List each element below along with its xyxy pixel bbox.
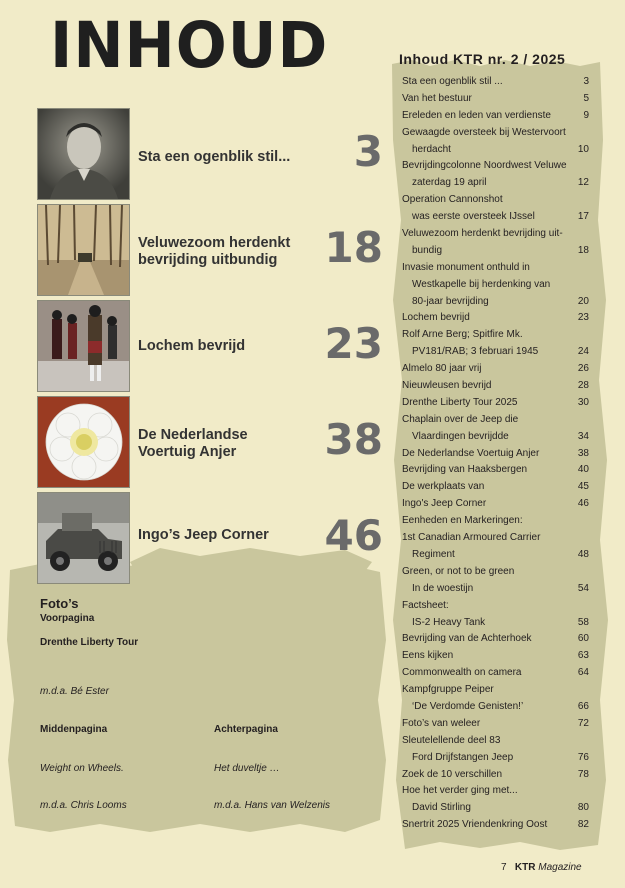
middle-page-label: Middenpagina (40, 724, 108, 735)
page-title: INHOUD (50, 9, 329, 83)
toc-entry-page: 54 (577, 582, 589, 594)
toc-entry[interactable] (402, 243, 589, 260)
toc-entry-title: PV181/RAB; 3 februari 1945 (412, 346, 539, 358)
toc-entry-title: Westkapelle bij herdenking van (412, 278, 551, 290)
toc-entry-title: Bevrijdingcolonne Noordwest Veluwe (402, 160, 567, 172)
toc-entry (402, 733, 589, 750)
feature-title: Ingo’s Jeep Corner (138, 527, 269, 543)
feature-page-number: 18 (324, 223, 383, 272)
toc-entry-title: Veluwezoom herdenkt bevrijding uit- (402, 228, 563, 240)
portrait-photo (38, 109, 129, 199)
toc-entry (402, 327, 589, 344)
toc-entry-page: 17 (577, 211, 589, 223)
toc-entry[interactable] (402, 665, 589, 682)
toc-entry-title: 1st Canadian Armoured Carrier (402, 532, 541, 544)
toc-entry[interactable] (402, 446, 589, 463)
back-page-credit: m.d.a. Hans van Welzenis (214, 800, 330, 811)
toc-entry-page (569, 513, 589, 530)
toc-entry[interactable] (402, 74, 589, 91)
toc-entry-page (569, 598, 589, 615)
toc-entry[interactable] (402, 175, 589, 192)
toc-entry-title: Hoe het verder ging met... (402, 785, 518, 797)
toc-entry-title: David Stirling (412, 802, 471, 814)
toc-entry-title: Eens kijken (402, 650, 454, 662)
toc-entry-page: 78 (577, 768, 589, 780)
toc-entry (402, 192, 589, 209)
toc-entry-page: 5 (583, 92, 589, 104)
feature-item[interactable] (38, 109, 383, 201)
toc-entry[interactable] (402, 294, 589, 311)
toc-entry-title: bundig (412, 244, 443, 256)
feature-item[interactable] (38, 301, 383, 393)
toc-entry-page (569, 564, 589, 581)
toc-entry-page (569, 158, 589, 175)
toc-entry-title: Ereleden en leden van verdienste (402, 109, 551, 121)
white-flower-pin-photo (38, 397, 129, 487)
feature-page-number: 38 (324, 415, 383, 464)
footer-magazine: Magazine (538, 862, 582, 873)
toc-entry-title: zaterdag 19 april (412, 177, 487, 189)
page-footer (501, 862, 582, 873)
toc-entry-page: 20 (577, 295, 589, 307)
toc-entry[interactable] (402, 378, 589, 395)
toc-entry-title: Vlaardingen bevrijdde (412, 430, 509, 442)
toc-entry-title: Foto’s van weleer (402, 717, 481, 729)
toc-entry-title: Chaplain over de Jeep die (402, 413, 519, 425)
toc-entry-page (569, 412, 589, 429)
toc-entry-title: Rolf Arne Berg; Spitfire Mk. (402, 329, 523, 341)
toc-entry-page: 72 (577, 717, 589, 729)
toc-entry (402, 564, 589, 581)
toc-entry-title: Zoek de 10 verschillen (402, 768, 503, 780)
feature-title: Veluwezoom herdenkt bevrijding uitbundig (138, 235, 291, 268)
toc-entry-page: 58 (577, 616, 589, 628)
toc-entry-page: 28 (577, 380, 589, 392)
toc-entry-title: Ingo's Jeep Corner (402, 498, 487, 510)
footer-brand: KTR (514, 862, 536, 873)
toc-entry-page: 23 (577, 312, 589, 324)
toc-entry[interactable] (402, 209, 589, 226)
toc-entry-title: IS-2 Heavy Tank (412, 616, 486, 628)
toc-entry[interactable] (402, 91, 589, 108)
toc-title: Inhoud KTR nr. 2 / 2025 (399, 51, 566, 67)
middle-page-credit: m.d.a. Chris Looms (40, 800, 127, 811)
toc-entry-title: Sleutelellende deel 83 (402, 734, 501, 746)
toc-entry (402, 412, 589, 429)
toc-entry (402, 125, 589, 142)
feature-item[interactable] (38, 397, 383, 489)
toc-entry-page (569, 192, 589, 209)
feature-page-number: 23 (324, 319, 383, 368)
back-page-title: Het duveltje … (214, 763, 280, 774)
toc-entry[interactable] (402, 800, 589, 817)
feature-page-number: 46 (324, 511, 383, 560)
toc-entry-title: De werkplaats van (402, 481, 485, 493)
toc-entry-title: Regiment (412, 548, 455, 560)
toc-entry[interactable] (402, 462, 589, 479)
forest-jeep-photo (38, 205, 129, 295)
toc-entry-title: Nieuwleusen bevrijd (402, 380, 492, 392)
feature-title: Lochem bevrijd (138, 338, 246, 354)
toc-entry-page: 3 (583, 76, 589, 87)
toc-entry-page: 26 (577, 363, 589, 375)
toc-entry-title: Almelo 80 jaar vrij (402, 363, 482, 375)
toc-entry-title: Ford Drijfstangen Jeep (412, 751, 514, 763)
toc-entry-page (569, 226, 589, 243)
bagpipers-photo (38, 301, 129, 391)
feature-item[interactable] (38, 493, 383, 585)
toc-entry-page (569, 260, 589, 277)
toc-entry (402, 158, 589, 175)
toc-entry-page (569, 682, 589, 699)
toc-entry-title: Green, or not to be green (402, 565, 515, 577)
toc-entry[interactable] (402, 581, 589, 598)
toc-entry-title: Bevrijding van Haaksbergen (402, 464, 528, 476)
feature-page-number: 3 (353, 127, 383, 176)
toc-entry-title: Commonwealth on camera (402, 667, 522, 679)
toc-entry-title: Sta een ogenblik stil ... (402, 76, 503, 87)
toc-entry-title: Factsheet: (402, 599, 449, 611)
toc-entry-page: 64 (577, 667, 589, 679)
front-page-label: Voorpagina (40, 613, 95, 624)
toc-entry[interactable] (402, 615, 589, 632)
toc-entry-page: 34 (577, 430, 589, 442)
toc-entry-title: herdacht (412, 143, 451, 155)
toc-entry (402, 513, 589, 530)
toc-entry[interactable] (402, 142, 589, 159)
toc-entry-page: 48 (577, 548, 589, 560)
toc-entry[interactable] (402, 108, 589, 125)
toc-entry-title: Eenheden en Markeringen: (402, 515, 523, 527)
toc-entry (402, 682, 589, 699)
toc-entry-page: 60 (577, 633, 589, 645)
toc-entry-page: 24 (577, 346, 589, 358)
toc-entry-title: Van het bestuur (402, 92, 472, 104)
toc-entry[interactable] (402, 496, 589, 513)
toc-entry-title: was eerste oversteek IJssel (412, 211, 535, 223)
toc-entry-title: ‘De Verdomde Genisten!’ (412, 700, 524, 712)
toc-entry-page: 63 (577, 650, 589, 662)
footer-page-number: 7 (501, 862, 507, 873)
toc-entry-page: 18 (577, 244, 589, 256)
toc-entry-title: 80-jaar bevrijding (412, 295, 489, 307)
toc-entry-title: Drenthe Liberty Tour 2025 (402, 396, 518, 408)
feature-title: De Nederlandse Voertuig Anjer (138, 427, 248, 460)
toc-entry[interactable] (402, 429, 589, 446)
toc-entry-page: 82 (577, 819, 589, 831)
toc-entry-page (569, 530, 589, 547)
toc-entry-page (569, 733, 589, 750)
toc-entry[interactable] (402, 310, 589, 327)
toc-entry-title: Gewaagde oversteek bij Westervoort (402, 126, 566, 138)
toc-entry-title: Lochem bevrijd (402, 312, 470, 324)
toc-entry-title: Kampfgruppe Peiper (402, 684, 494, 696)
toc-entry-page: 10 (577, 143, 589, 155)
toc-entry[interactable] (402, 648, 589, 665)
toc-entry-page: 45 (577, 481, 589, 493)
toc-entry-page: 80 (577, 802, 589, 814)
toc-entry (402, 277, 589, 294)
toc-entry (402, 260, 589, 277)
toc-entry[interactable] (402, 767, 589, 784)
toc-entry-page: 66 (577, 700, 589, 712)
toc-entry (402, 598, 589, 615)
toc-entry (402, 783, 589, 800)
toc-entry-page: 30 (577, 396, 589, 408)
back-page-label: Achterpagina (214, 724, 278, 735)
toc-entry[interactable] (402, 716, 589, 733)
photo-credits-heading: Foto’s (40, 596, 79, 611)
toc-entry-page: 9 (583, 109, 589, 121)
toc-entry-title: De Nederlandse Voertuig Anjer (402, 447, 540, 459)
middle-page-title: Weight on Wheels. (40, 763, 124, 774)
feature-item[interactable] (38, 205, 383, 297)
toc-entry-page: 38 (577, 447, 589, 459)
toc-entry-title: Operation Cannonshot (402, 194, 503, 206)
toc-entry[interactable] (402, 395, 589, 412)
toc-entry-page (569, 783, 589, 800)
toc-entry-page: 46 (577, 498, 589, 510)
toc-entry-title: Invasie monument onthuld in (402, 261, 530, 273)
toc-entry-page: 40 (577, 464, 589, 476)
toc-entry-page (569, 277, 589, 294)
front-page-credit: m.d.a. Bé Ester (40, 686, 109, 697)
toc-entry-title: In de woestijn (412, 582, 474, 594)
toc-entry-page (569, 125, 589, 142)
toc-entry[interactable] (402, 750, 589, 767)
front-page-title: Drenthe Liberty Tour (40, 637, 139, 648)
toc-entry (402, 226, 589, 243)
toc-entry-title: Bevrijding van de Achterhoek (402, 633, 532, 645)
feature-title: Sta een ogenblik stil... (138, 149, 291, 165)
jeep-photo (38, 493, 129, 583)
toc-entry-page: 12 (577, 177, 589, 189)
table-of-contents (402, 74, 589, 834)
toc-entry[interactable] (402, 631, 589, 648)
toc-entry[interactable] (402, 479, 589, 496)
toc-entry[interactable] (402, 817, 589, 834)
toc-entry[interactable] (402, 547, 589, 564)
toc-entry-title: Snertrit 2025 Vriendenkring Oost (402, 819, 548, 831)
toc-entry-page (569, 327, 589, 344)
toc-entry-page: 76 (577, 751, 589, 763)
toc-entry[interactable] (402, 344, 589, 361)
toc-entry[interactable] (402, 699, 589, 716)
toc-entry[interactable] (402, 361, 589, 378)
toc-entry (402, 530, 589, 547)
